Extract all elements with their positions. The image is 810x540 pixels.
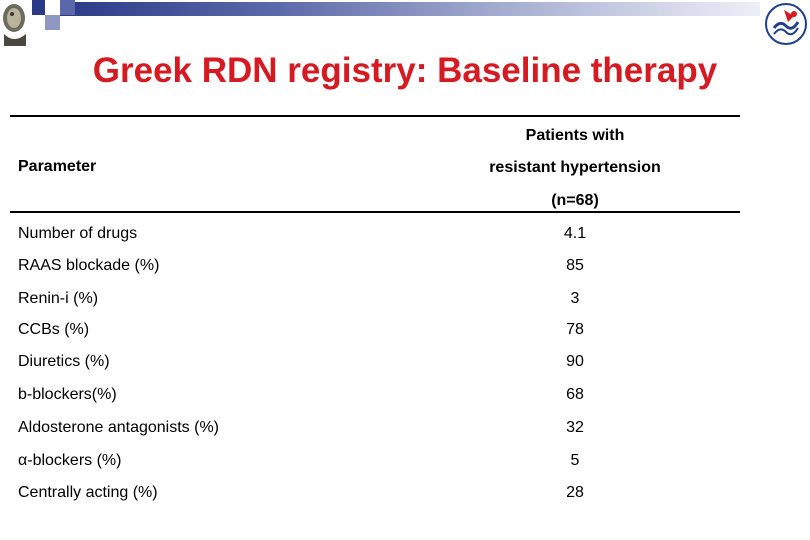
- table-row: [0, 452, 810, 478]
- row-value: 32: [566, 419, 584, 436]
- society-logo-icon: [764, 2, 808, 46]
- header-column-line3: (n=68): [551, 192, 599, 209]
- header-parameter: Parameter: [18, 158, 97, 175]
- row-value: 5: [570, 452, 580, 469]
- row-value: 28: [566, 484, 584, 501]
- table-row: [0, 386, 810, 412]
- slide-title: Greek RDN registry: Baseline therapy: [92, 51, 718, 90]
- table-row: [0, 290, 810, 316]
- decorative-header-band: [0, 0, 810, 30]
- row-label: Diuretics (%): [18, 353, 110, 370]
- header-gradient-bar: [60, 2, 760, 16]
- row-label: Number of drugs: [18, 225, 138, 242]
- row-value: 78: [566, 321, 584, 338]
- row-label: b-blockers(%): [18, 386, 117, 403]
- table-top-rule: [10, 115, 740, 117]
- row-label: Aldosterone antagonists (%): [18, 419, 219, 436]
- table-row: [0, 225, 810, 251]
- table-header-rule: [10, 211, 740, 213]
- header-column-line1: Patients with: [525, 127, 625, 144]
- table-row: [0, 321, 810, 347]
- header-column-line2: resistant hypertension: [489, 159, 661, 176]
- table-row: [0, 484, 810, 510]
- row-label: Renin-i (%): [18, 290, 99, 307]
- table-row: [0, 353, 810, 379]
- table-row: [0, 257, 810, 283]
- row-label: α-blockers (%): [18, 452, 122, 469]
- row-value: 4.1: [563, 225, 587, 242]
- row-label: Centrally acting (%): [18, 484, 158, 501]
- row-label: CCBs (%): [18, 321, 90, 338]
- university-emblem-icon: [0, 0, 32, 48]
- row-label: RAAS blockade (%): [18, 257, 160, 274]
- table-row: [0, 419, 810, 445]
- row-value: 3: [570, 290, 580, 307]
- row-value: 90: [566, 353, 584, 370]
- row-value: 68: [566, 386, 584, 403]
- row-value: 85: [566, 257, 584, 274]
